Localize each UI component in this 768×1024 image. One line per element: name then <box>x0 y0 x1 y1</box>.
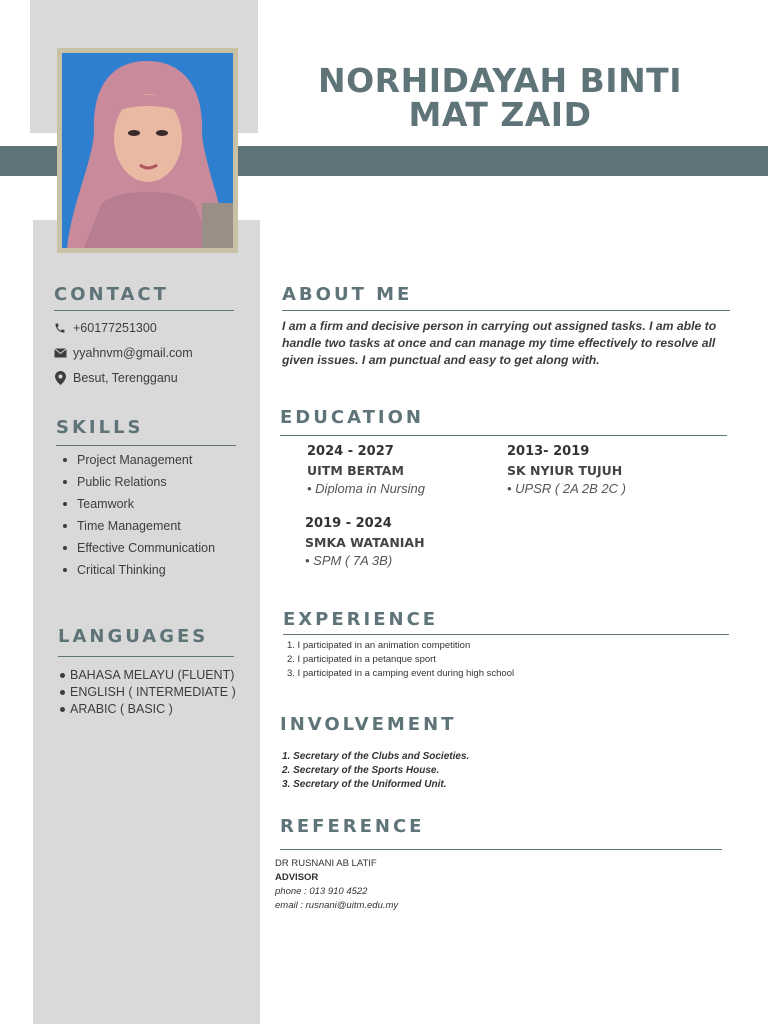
skill-item: Critical Thinking <box>61 560 215 582</box>
skills-divider <box>56 445 236 446</box>
languages-divider <box>58 656 234 657</box>
experience-heading: EXPERIENCE <box>283 609 439 630</box>
location-pin-icon <box>53 371 67 385</box>
reference-phone: phone : 013 910 4522 <box>275 886 368 897</box>
education-years: 2013- 2019 <box>507 444 590 459</box>
mail-icon <box>53 346 67 360</box>
education-entry <box>307 444 425 496</box>
contact-email <box>53 346 193 360</box>
involvement-item: 3. Secretary of the Uniformed Unit. <box>282 779 447 790</box>
involvement-item: 1. Secretary of the Clubs and Societies. <box>282 751 470 762</box>
skill-item: Effective Communication <box>61 538 215 560</box>
language-item: BAHASA MELAYU (FLUENT) <box>60 667 236 684</box>
reference-role: ADVISOR <box>275 872 319 883</box>
reference-name: DR RUSNANI AB LATIF <box>275 858 377 869</box>
education-heading: EDUCATION <box>280 407 424 428</box>
experience-divider <box>283 634 729 635</box>
skills-list <box>61 450 215 582</box>
reference-divider <box>280 849 722 850</box>
resume-name <box>300 61 700 134</box>
education-years: 2024 - 2027 <box>307 444 394 459</box>
language-item: ENGLISH ( INTERMEDIATE ) <box>60 684 236 701</box>
reference-email: email : rusnani@uitm.edu.my <box>275 900 399 911</box>
about-divider <box>282 310 730 311</box>
education-detail: • SPM ( 7A 3B) <box>305 553 393 568</box>
resume-name-line2: MAT ZAID <box>408 95 592 134</box>
involvement-list <box>282 750 469 792</box>
education-detail: • UPSR ( 2A 2B 2C ) <box>507 481 626 496</box>
resume-name-line1: NORHIDAYAH BINTI <box>318 61 682 100</box>
skill-item: Project Management <box>61 450 215 472</box>
about-text: I am a firm and decisive person in carrying out assigned tasks. I am able to handle two tasks at once and can manage my time effectively to resolve all given issues. I am punctual and easy to get along with. <box>282 319 717 367</box>
skills-heading: SKILLS <box>56 417 144 438</box>
profile-photo <box>62 53 233 248</box>
education-divider <box>280 435 727 436</box>
languages-heading: LANGUAGES <box>58 626 209 647</box>
languages-list <box>60 667 236 718</box>
contact-email-value: yyahnvm@gmail.com <box>73 346 193 360</box>
skill-item: Time Management <box>61 516 215 538</box>
education-entry <box>305 516 425 568</box>
education-detail: • Diploma in Nursing <box>307 481 425 496</box>
experience-item: 2. I participated in a petanque sport <box>287 654 436 665</box>
education-entry <box>507 444 626 496</box>
education-school: SK NYIUR TUJUH <box>507 463 623 478</box>
phone-icon <box>53 321 67 335</box>
education-school: UITM BERTAM <box>307 463 404 478</box>
contact-location <box>53 371 178 385</box>
contact-divider <box>54 310 234 311</box>
contact-phone-value: +60177251300 <box>73 321 157 335</box>
involvement-heading: INVOLVEMENT <box>280 714 457 735</box>
involvement-item: 2. Secretary of the Sports House. <box>282 765 440 776</box>
contact-location-value: Besut, Terengganu <box>73 371 178 385</box>
language-item: ARABIC ( BASIC ) <box>60 701 236 718</box>
profile-photo-frame <box>57 48 238 253</box>
education-school: SMKA WATANIAH <box>305 535 425 550</box>
contact-phone <box>53 321 157 335</box>
reference-block <box>275 857 398 913</box>
skill-item: Public Relations <box>61 472 215 494</box>
sidebar-panel <box>33 220 260 1024</box>
contact-heading: CONTACT <box>54 284 169 305</box>
experience-item: 3. I participated in a camping event during high school <box>287 668 515 679</box>
experience-list <box>287 639 514 681</box>
reference-heading: REFERENCE <box>280 816 425 837</box>
skill-item: Teamwork <box>61 494 215 516</box>
about-heading: ABOUT ME <box>282 284 413 305</box>
education-years: 2019 - 2024 <box>305 516 392 531</box>
experience-item: 1. I participated in an animation competition <box>287 640 471 651</box>
